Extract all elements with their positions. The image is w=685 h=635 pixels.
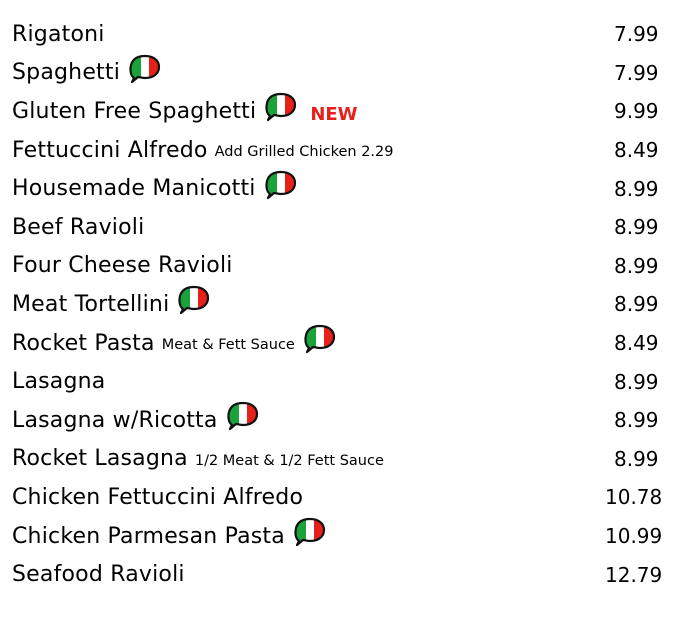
menu-item [12, 401, 685, 440]
menu-item-name-line [12, 517, 327, 556]
menu-item [12, 555, 685, 594]
italian-flag-speech-bubble-icon [226, 401, 260, 431]
menu-item-price: 10.78 [605, 485, 663, 510]
menu-item [12, 15, 685, 54]
menu-item-name: Spaghetti [12, 60, 121, 86]
new-badge: NEW [310, 103, 358, 125]
menu-item-name: Housemade Manicotti [12, 176, 256, 202]
menu-item-name-line [12, 54, 162, 93]
menu-item-name-line [12, 285, 211, 324]
menu-item-note: Meat & Fett Sauce [161, 337, 295, 354]
menu-item-name: Gluten Free Spaghetti [12, 98, 257, 124]
menu-item-price: 8.99 [614, 369, 659, 394]
menu-item-name: Rocket Lasagna [12, 446, 188, 472]
menu-item-name: Lasagna w/Ricotta [12, 407, 218, 433]
menu-item-name: Rigatoni [12, 21, 105, 47]
menu-item-price: 8.99 [614, 292, 659, 317]
menu-item-name: Meat Tortellini [12, 291, 170, 317]
menu-item-name: Lasagna [12, 369, 106, 395]
menu-item-name-line [12, 131, 393, 170]
menu-item-name: Fettuccini Alfredo [12, 137, 208, 163]
menu-item-price: 8.49 [614, 331, 659, 356]
menu-item-name: Rocket Pasta [12, 330, 155, 356]
menu-item-price: 8.99 [614, 446, 659, 471]
menu-item-price: 8.99 [614, 215, 659, 240]
menu-item-name-line [12, 169, 298, 208]
menu-item-name-line [12, 555, 185, 594]
menu-item-note: Add Grilled Chicken 2.29 [214, 144, 394, 161]
menu-item [12, 169, 685, 208]
italian-flag-speech-bubble-icon [264, 170, 298, 200]
menu-item [12, 247, 685, 286]
menu-item-name-line [12, 247, 233, 286]
menu-item [12, 285, 685, 324]
menu-item-name: Chicken Fettuccini Alfredo [12, 484, 304, 510]
menu-item-name: Chicken Parmesan Pasta [12, 523, 285, 549]
menu-item-price: 8.99 [614, 408, 659, 433]
italian-flag-speech-bubble-icon [128, 54, 162, 84]
menu-item-price: 8.99 [614, 176, 659, 201]
menu-item [12, 478, 685, 517]
menu-item-name: Beef Ravioli [12, 214, 145, 240]
menu-item-price: 10.99 [605, 524, 663, 549]
menu-item-price: 12.79 [605, 562, 663, 587]
menu-item [12, 517, 685, 556]
menu-item-price: 8.49 [614, 138, 659, 163]
menu-item-name: Four Cheese Ravioli [12, 253, 233, 279]
menu-item [12, 362, 685, 401]
menu-item-name-line [12, 208, 144, 247]
menu-item-name-line [12, 478, 303, 517]
italian-flag-speech-bubble-icon [303, 324, 337, 354]
italian-flag-speech-bubble-icon [177, 285, 211, 315]
menu-item-price: 8.99 [614, 253, 659, 278]
menu-item-name-line [12, 362, 105, 401]
menu-item [12, 440, 685, 479]
menu-item [12, 92, 685, 131]
menu-item [12, 54, 685, 93]
menu-item-name-line [12, 324, 337, 363]
menu-item-note: 1/2 Meat & 1/2 Fett Sauce [194, 452, 384, 469]
italian-flag-speech-bubble-icon [293, 517, 327, 547]
menu-item-name-line [12, 15, 105, 54]
menu-item [12, 208, 685, 247]
italian-flag-speech-bubble-icon [264, 92, 298, 122]
menu-item-price: 7.99 [614, 22, 659, 47]
menu-item-price: 9.99 [614, 99, 659, 124]
menu-item [12, 324, 685, 363]
menu-item [12, 131, 685, 170]
menu-item-name-line [12, 401, 260, 440]
menu-item-name-line [12, 440, 384, 479]
menu-item-name: Seafood Ravioli [12, 562, 185, 588]
menu-item-name-line [12, 92, 358, 131]
pasta-menu [12, 15, 685, 594]
menu-item-price: 7.99 [614, 60, 659, 85]
